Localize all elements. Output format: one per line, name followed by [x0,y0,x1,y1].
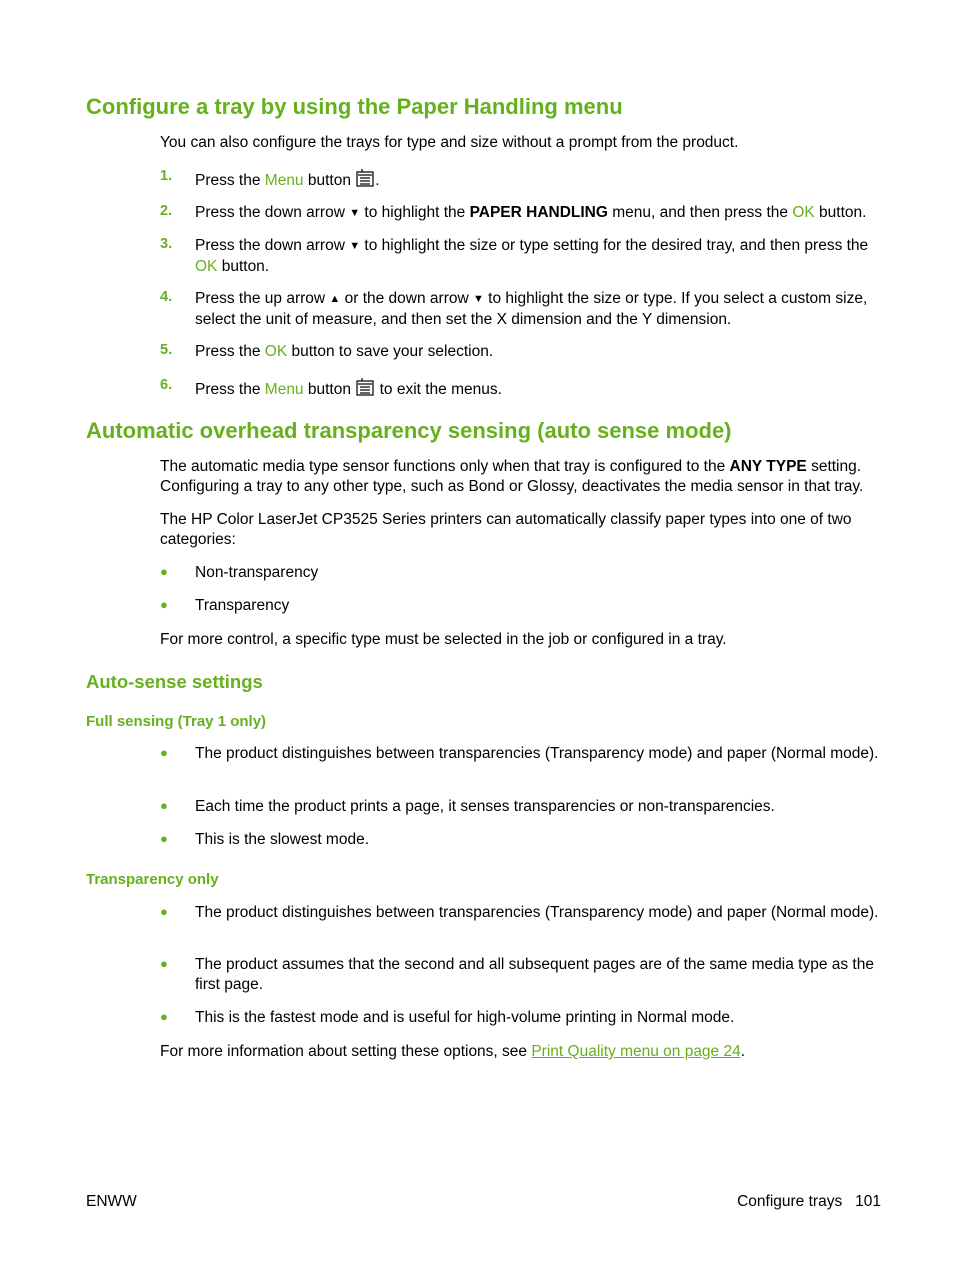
paragraph-more-control: For more control, a specific type must be selected in the job or configured in a tray. [160,631,727,648]
paragraph-classify: The HP Color LaserJet CP3525 Series printers can automatically classify paper types into one of two categories: [160,511,852,548]
step-3: Press the down arrow ▼ to highlight the size or type setting for the desired tray, and then press the OK button. [195,237,869,275]
bullet-icon: ● [160,831,168,846]
page-number: 101 [855,1193,881,1210]
list-item: This is the slowest mode. [195,831,370,848]
step-4: Press the up arrow ▲ or the down arrow ▼ to highlight the size or type. If you select a custom size, select the unit of measure, and then set the X dimension and the Y dimension. [195,290,868,328]
bullet-icon: ● [160,597,168,612]
step-number: 3. [160,236,173,252]
down-arrow-icon: ▼ [349,207,361,219]
menu-button-icon [356,169,374,193]
print-quality-menu-link[interactable]: Print Quality menu on page 24 [531,1043,741,1060]
list-item: Each time the product prints a page, it senses transparencies or non-transparencies. [195,798,775,815]
step-5: Press the OK button to save your selection. [195,343,494,360]
list-item: Transparency [195,597,290,614]
down-arrow-icon: ▼ [472,293,484,305]
step-number: 1. [160,168,173,184]
bullet-icon: ● [160,1009,168,1024]
paragraph-any-type: The automatic media type sensor functions only when that tray is configured to the ANY TYPE setting. Configuring a tray to any other type, such as Bond or Glossy, deactivates the media sensor in that tray. [160,458,864,495]
step-1: Press the Menu button . [195,169,885,193]
ok-label: OK [792,204,815,221]
section-title-configure-tray: Configure a tray by using the Paper Handling menu [86,94,623,119]
step-2: Press the down arrow ▼ to highlight the PAPER HANDLING menu, and then press the OK button. [195,203,885,224]
up-arrow-icon: ▲ [329,293,341,305]
menu-label: Menu [264,381,304,398]
ok-label: OK [195,257,218,275]
list-item: The product distinguishes between transparencies (Transparency mode) and paper (Normal mode). [195,745,879,762]
step-number: 5. [160,342,173,358]
footer-right [737,1193,881,1211]
subsection-title-auto-sense-settings: Auto-sense settings [86,671,263,692]
section-title-auto-sense: Automatic overhead transparency sensing (auto sense mode) [86,418,732,443]
footer-left: ENWW [86,1193,137,1210]
bullet-icon: ● [160,798,168,813]
ok-label: OK [264,343,288,360]
list-item: The product assumes that the second and all subsequent pages are of the same media type as the first page. [195,956,874,993]
bullet-icon: ● [160,904,168,919]
menu-label: Menu [264,172,304,189]
menu-button-icon [356,378,374,402]
bullet-icon: ● [160,956,168,971]
list-item: Non-transparency [195,564,319,581]
down-arrow-icon: ▼ [349,240,361,252]
bullet-icon: ● [160,564,168,579]
step-6: Press the Menu button to exit the menus. [195,378,885,402]
subsection-title-full-sensing: Full sensing (Tray 1 only) [86,713,267,730]
step-number: 4. [160,289,173,305]
footer-section: Configure trays [737,1193,843,1210]
intro-paragraph: You can also configure the trays for type and size without a prompt from the product. [160,134,739,151]
list-item: This is the fastest mode and is useful for high-volume printing in Normal mode. [195,1009,735,1026]
paragraph-more-info: For more information about setting these options, see Print Quality menu on page 24. [160,1043,746,1060]
bullet-icon: ● [160,745,168,760]
subsection-title-transparency-only: Transparency only [86,871,219,888]
list-item: The product distinguishes between transparencies (Transparency mode) and paper (Normal mode). [195,904,879,921]
step-number: 2. [160,203,173,219]
step-number: 6. [160,377,173,393]
